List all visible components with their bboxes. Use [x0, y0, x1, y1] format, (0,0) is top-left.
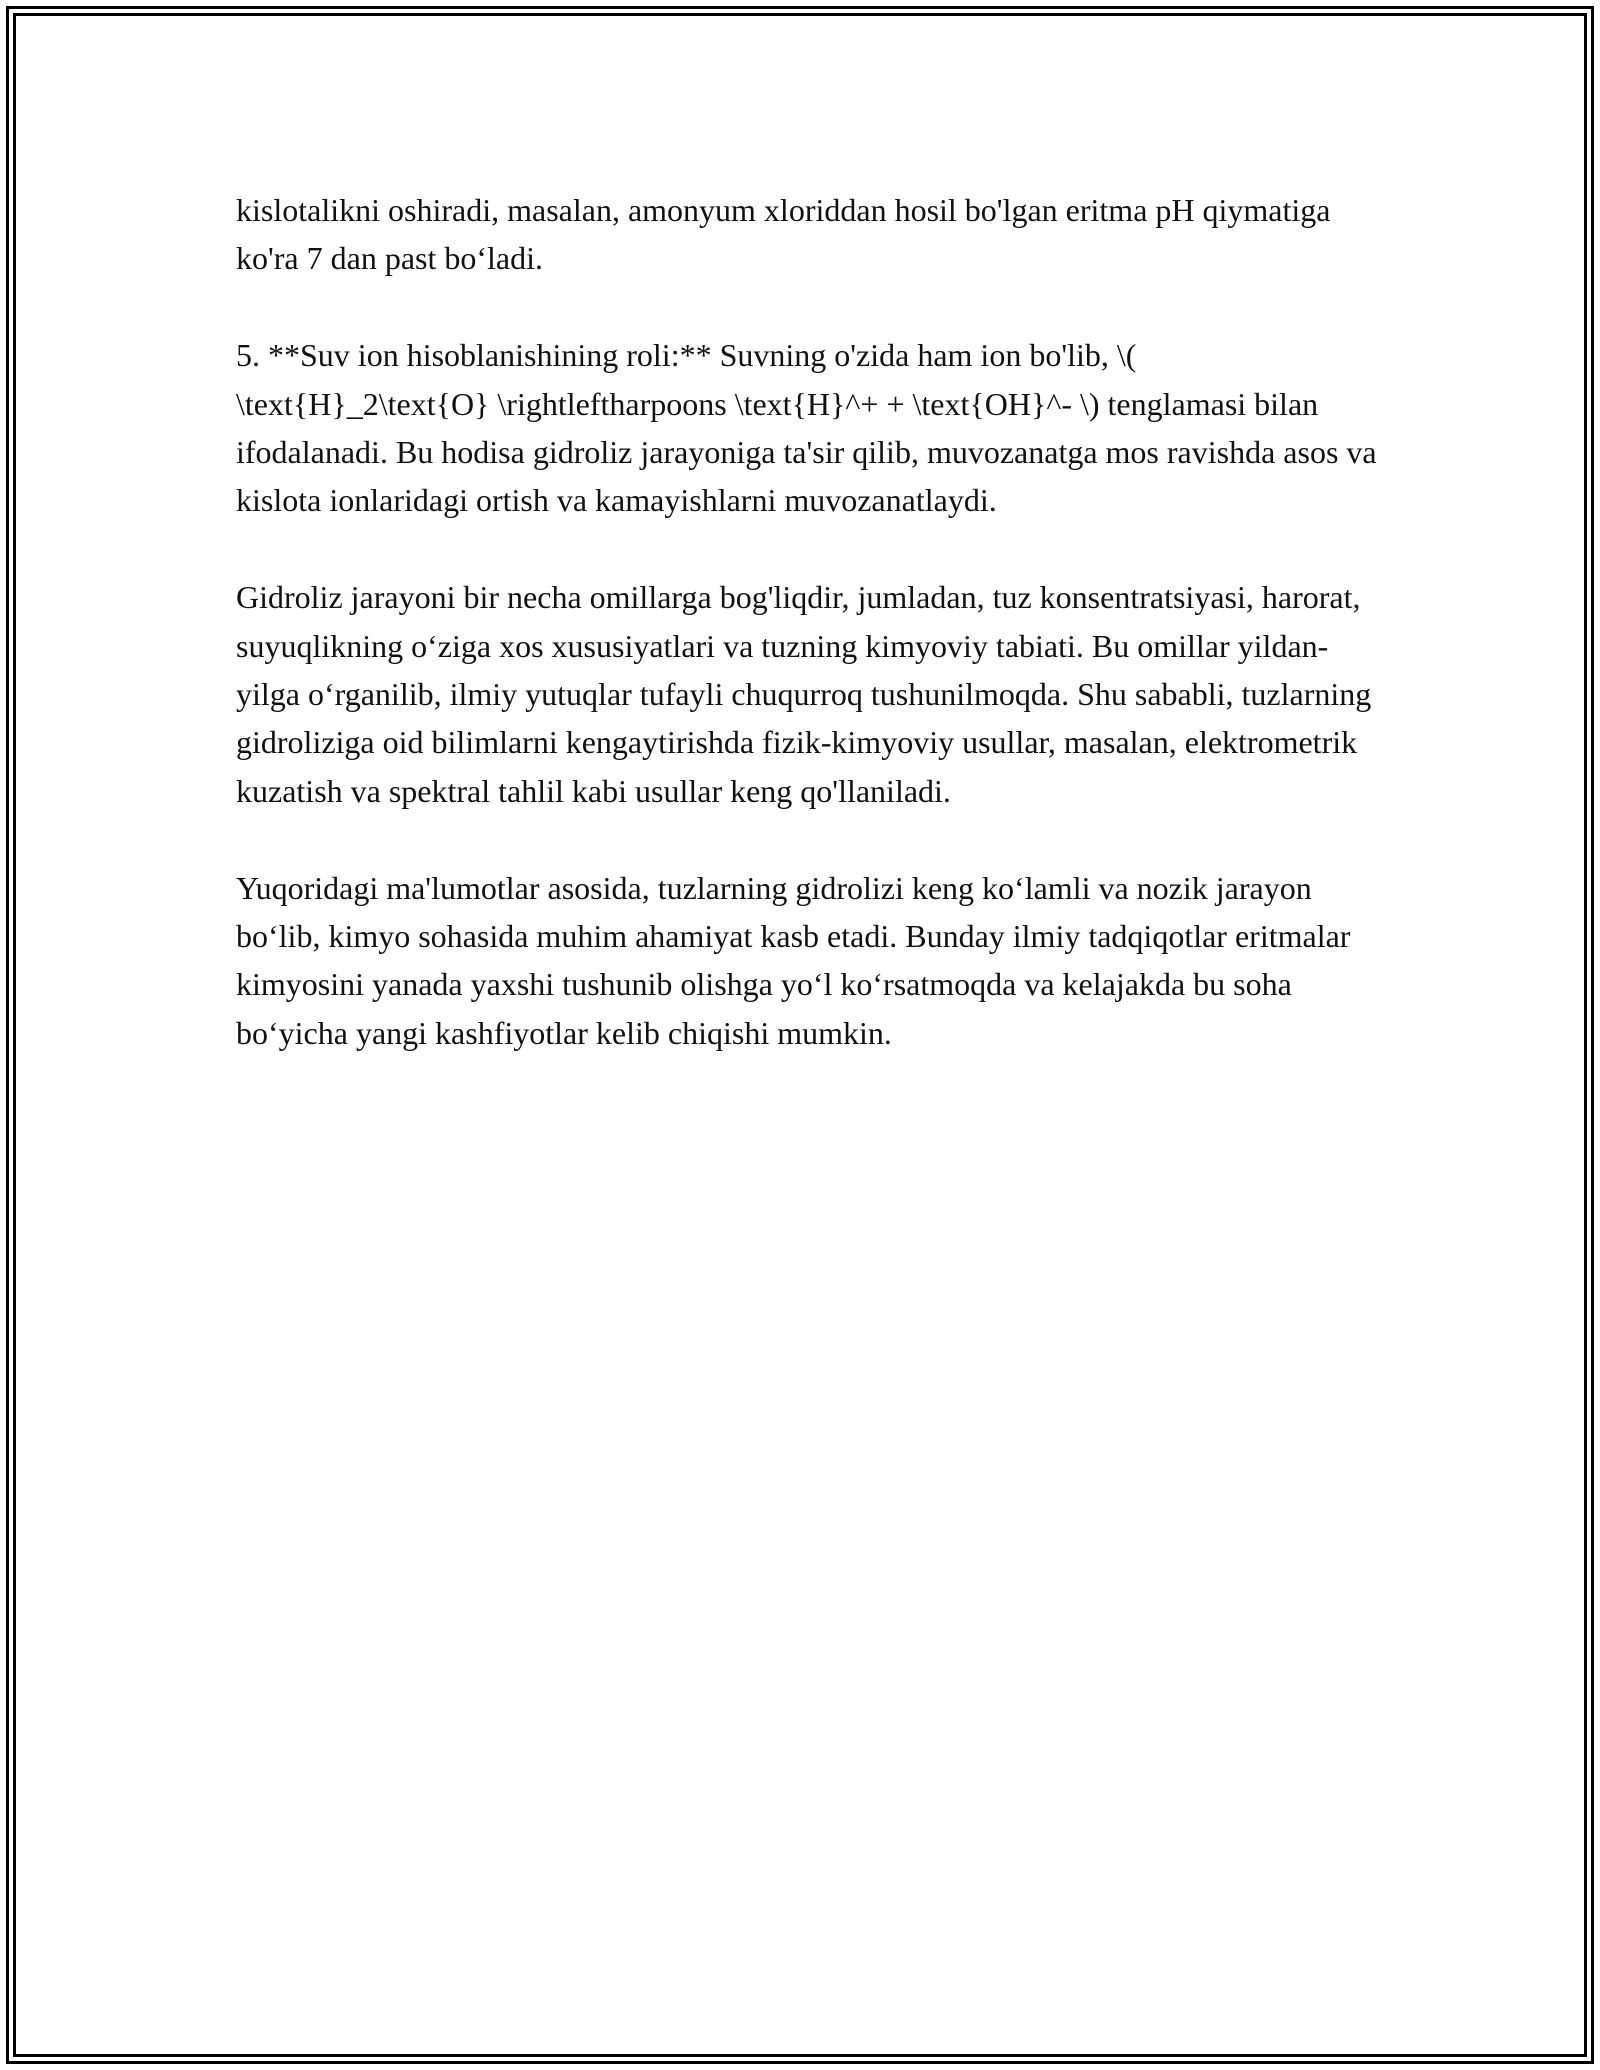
- paragraph-hydrolysis-acidity: kislotalikni oshiradi, masalan, amonyum xloriddan hosil bo'lgan eritma pH qiymatiga ko'ra 7 dan past bo‘ladi.: [236, 192, 1331, 277]
- paragraph-hydrolysis-factors: Gidroliz jarayoni bir necha omillarga bog'liqdir, jumladan, tuz konsentratsiyasi, harorat, suyuqlikning o‘ziga xos xususiyatlari va tuzning kimyoviy tabiati. Bu omillar yildan-yilga o‘rganilib, ilmiy yutuqlar tufayli chuqurroq tushunilmoqda. Shu sababli, tuzlarning gidroliziga oid bilimlarni kengaytirishda fizik-kimyoviy usullar, masalan, elektrometrik kuzatish va spektral tahlil kabi usullar keng qo'llaniladi.: [236, 579, 1372, 809]
- paragraph-conclusion: Yuqoridagi ma'lumotlar asosida, tuzlarning gidrolizi keng ko‘lamli va nozik jarayon bo‘lib, kimyo sohasida muhim ahamiyat kasb etadi. Bunday ilmiy tadqiqotlar eritmalar kimyosini yanada yaxshi tushunib olishga yo‘l ko‘rsatmoqda va kelajakda bu soha bo‘yicha yangi kashfiyotlar kelib chiqishi mumkin.: [236, 869, 1351, 1051]
- document-body: [236, 186, 1386, 1057]
- paragraph-water-ionization: 5. **Suv ion hisoblanishining roli:** Suvning o'zida ham ion bo'lib, \( \text{H}_2\text{O} \rightleftharpoons \text{H}^+ + \text{OH}^- \) tenglamasi bilan ifodalanadi. Bu hodisa gidroliz jarayoniga ta'sir qilib, muvozanatga mos ravishda asos va kislota ionlaridagi ortish va kamayishlarni muvozanatlaydi.: [236, 337, 1377, 519]
